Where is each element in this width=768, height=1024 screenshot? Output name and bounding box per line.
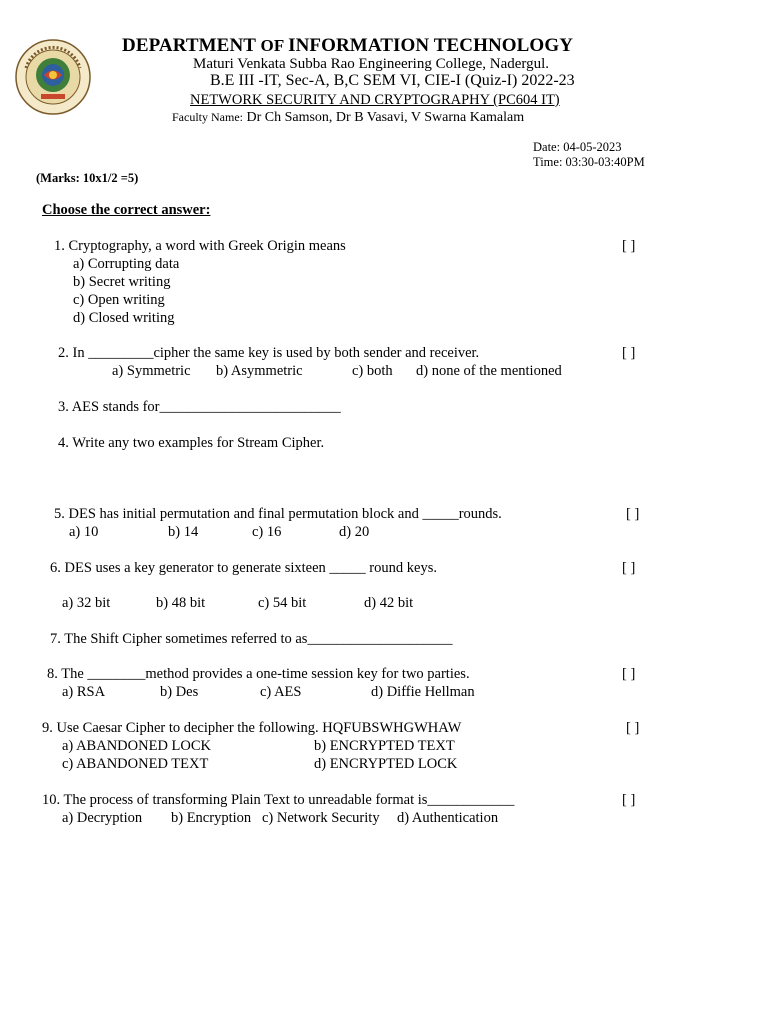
question-8: 8. The ________method provides a one-time session key for two parties. [47, 666, 470, 682]
q9-option-b: b) ENCRYPTED TEXT [314, 738, 455, 754]
answer-bracket-1: [ ] [622, 238, 636, 254]
answer-bracket-2: [ ] [622, 345, 636, 361]
q5-option-c: c) 16 [252, 524, 282, 540]
department-title [122, 35, 573, 57]
dept-word: DEPARTMENT [122, 35, 261, 56]
q9-option-d: d) ENCRYPTED LOCK [314, 756, 458, 772]
q9-option-a: a) ABANDONED LOCK [62, 738, 212, 754]
q10-option-a: a) Decryption [62, 810, 143, 826]
q6-option-a: a) 32 bit [62, 595, 111, 611]
question-7: 7. The Shift Cipher sometimes referred to as____________________ [50, 631, 453, 647]
question-4: 4. Write any two examples for Stream Cipher. [58, 435, 325, 451]
q10-option-c: c) Network Security [262, 810, 380, 826]
question-2: 2. In _________cipher the same key is used by both sender and receiver. [58, 345, 480, 361]
q8-option-d: d) Diffie Hellman [371, 684, 475, 700]
exam-date: Date: 04-05-2023 [533, 140, 622, 154]
q6-option-b: b) 48 bit [156, 595, 206, 611]
q1-option-b: b) Secret writing [73, 274, 171, 290]
question-1: 1. Cryptography, a word with Greek Origin means [54, 238, 346, 254]
faculty-line [172, 110, 524, 126]
answer-bracket-6: [ ] [622, 560, 636, 576]
q8-option-b: b) Des [160, 684, 199, 700]
answer-bracket-10: [ ] [622, 792, 636, 808]
dept-word: INFORMATION [288, 35, 434, 56]
faculty-label: Faculty Name: [172, 110, 243, 124]
q9-option-c: c) ABANDONED TEXT [62, 756, 209, 772]
subject-title: NETWORK SECURITY AND CRYPTOGRAPHY (PC604 IT) [190, 92, 560, 108]
answer-bracket-9: [ ] [626, 720, 640, 736]
q6-option-d: d) 42 bit [364, 595, 414, 611]
q2-option-a: a) Symmetric [112, 363, 191, 379]
q1-option-a: a) Corrupting data [73, 256, 180, 272]
question-10: 10. The process of transforming Plain Text to unreadable format is____________ [42, 792, 515, 808]
dept-word: TECHNOLOGY [433, 35, 574, 56]
marks-info: (Marks: 10x1/2 =5) [36, 171, 139, 185]
college-name: Maturi Venkata Subba Rao Engineering College, Nadergul. [193, 56, 550, 72]
q1-option-c: c) Open writing [73, 292, 165, 308]
q1-option-d: d) Closed writing [73, 310, 175, 326]
question-5: 5. DES has initial permutation and final permutation block and _____rounds. [54, 506, 502, 522]
course-line: B.E III -IT, Sec-A, B,C SEM VI, CIE-I (Quiz-I) 2022-23 [210, 72, 575, 89]
q8-option-c: c) AES [260, 684, 302, 700]
q6-option-c: c) 54 bit [258, 595, 307, 611]
q5-option-a: a) 10 [69, 524, 99, 540]
q5-option-b: b) 14 [168, 524, 199, 540]
faculty-names: Dr Ch Samson, Dr B Vasavi, V Swarna Kamalam [242, 110, 525, 125]
q2-option-c: c) both [352, 363, 393, 379]
question-9: 9. Use Caesar Cipher to decipher the following. HQFUBSWHGWHAW [42, 720, 462, 736]
dept-word: OF [260, 36, 289, 55]
q10-option-d: d) Authentication [397, 810, 499, 826]
exam-time: Time: 03:30-03:40PM [533, 155, 645, 169]
college-logo [14, 38, 92, 116]
q8-option-a: a) RSA [62, 684, 106, 700]
q5-option-d: d) 20 [339, 524, 370, 540]
q10-option-b: b) Encryption [171, 810, 252, 826]
question-6: 6. DES uses a key generator to generate sixteen _____ round keys. [50, 560, 437, 576]
instruction: Choose the correct answer: [42, 202, 211, 218]
answer-bracket-8: [ ] [622, 666, 636, 682]
answer-bracket-5: [ ] [626, 506, 640, 522]
question-3: 3. AES stands for_________________________ [58, 399, 341, 415]
q2-option-d: d) none of the mentioned [416, 363, 562, 379]
q2-option-b: b) Asymmetric [216, 363, 303, 379]
